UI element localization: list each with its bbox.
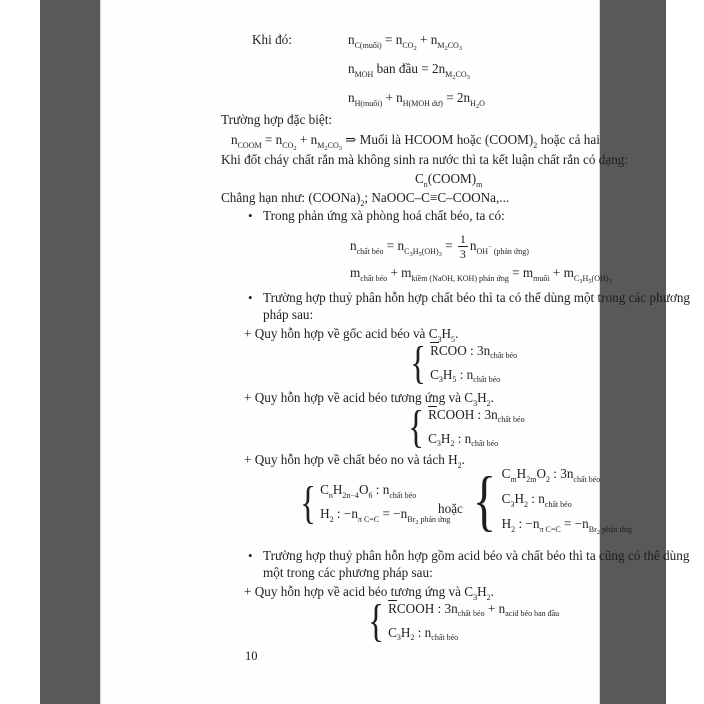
formula-text: = −n xyxy=(560,516,589,531)
formula-text: C xyxy=(388,624,397,640)
formula-text: n xyxy=(231,132,238,147)
subscript-text: m xyxy=(476,179,483,189)
subscript-text: chất béo xyxy=(356,246,384,256)
subscript-text: 2 xyxy=(486,398,491,408)
label-hoac: hoặc xyxy=(438,501,463,516)
formula-text: + m xyxy=(387,265,412,280)
formula-text: H xyxy=(477,390,487,405)
subscript-text: H xyxy=(412,246,419,256)
subscript-text: CO xyxy=(327,140,339,150)
subscript-text: chất béo xyxy=(457,609,485,618)
subscript-text: n xyxy=(423,179,428,189)
subscript-text: MOH xyxy=(354,69,374,79)
system-row xyxy=(320,482,450,499)
formula-text: n xyxy=(348,61,355,76)
bullet-saponification xyxy=(248,207,505,224)
formula-text: . xyxy=(455,326,459,341)
formula-text: = −n xyxy=(379,506,408,521)
brace-left xyxy=(410,341,426,385)
formula-text: C xyxy=(501,491,511,506)
subscript-text: chất béo xyxy=(431,633,459,642)
system-row xyxy=(502,466,632,483)
system-row xyxy=(430,343,517,360)
formula-text: H xyxy=(514,491,524,506)
formula-fat-moles xyxy=(350,233,529,260)
subscript-text: chất béo xyxy=(544,499,572,509)
formula-text: C xyxy=(430,366,439,382)
subscript-text: 2 xyxy=(596,528,601,536)
formula-text: . xyxy=(490,584,494,599)
formula-text: = 2n xyxy=(442,90,471,105)
subscript-text: 2 xyxy=(511,524,516,534)
subscript-text: (phản ứng) xyxy=(491,246,529,256)
formula-text: + Quy hỗn hợp về gốc acid béo và C xyxy=(244,326,438,341)
formula-text: : n xyxy=(454,430,472,446)
formula-text: n xyxy=(348,32,355,47)
system-row xyxy=(388,601,559,618)
subscript-text: 3 xyxy=(473,592,478,602)
right-shadow-bar xyxy=(600,0,666,704)
subscript-text: muối xyxy=(533,273,550,283)
subscript-text: H(MOH dư) xyxy=(402,98,443,108)
subscript-text: 5 xyxy=(451,334,456,344)
formula-text: H xyxy=(440,430,451,446)
formula-text: O xyxy=(536,466,546,481)
fraction-denominator: 3 xyxy=(459,247,466,261)
subscript-text: (OH) xyxy=(591,273,609,283)
bullet-text: Trong phản ứng xà phòng hoá chất béo, ta có: xyxy=(263,208,505,223)
subscript-text: 2 xyxy=(413,44,417,52)
formula-text: H xyxy=(332,482,343,497)
subscript-text: 2 xyxy=(410,633,415,642)
bullet-marker: • xyxy=(248,208,253,223)
subscript-text: 2 xyxy=(360,198,365,208)
subscript-text: 3 xyxy=(438,250,442,258)
formula-text: ⇒ Muối là HCOOM hoặc (COOM) xyxy=(341,132,534,147)
formula-text: = n xyxy=(383,238,405,253)
formula-text: + Quy hỗn hợp về chất béo no và tách H xyxy=(244,452,458,467)
subscript-text: chất béo xyxy=(360,273,388,283)
formula-text: H xyxy=(477,584,487,599)
subscript-text: 3 xyxy=(608,277,612,285)
subscript-text: 2 xyxy=(450,439,455,448)
formula-text: = xyxy=(441,238,456,253)
subscript-text: n xyxy=(328,490,333,500)
subscript-text: H(muối) xyxy=(354,98,383,108)
subscript-text: C xyxy=(573,273,580,283)
formula-text: + n xyxy=(296,132,318,147)
subscript-text: CO xyxy=(282,140,294,150)
subscript-text: 3 xyxy=(409,250,413,258)
document-page xyxy=(100,0,691,704)
fraction xyxy=(458,233,468,260)
subscript-text: 3 xyxy=(473,398,478,408)
formula-text: + n xyxy=(382,90,403,105)
subscript-text: 3 xyxy=(436,439,441,448)
subscript-text: 3 xyxy=(579,277,583,285)
subscript-text: chất béo xyxy=(389,490,417,500)
brace-left xyxy=(368,599,384,643)
system-saturated-right xyxy=(468,466,632,534)
formula-carbon-in-salt xyxy=(348,31,462,51)
system-rows xyxy=(428,407,524,448)
formula-text: + Quy hỗn hợp về acid béo tương ứng và C xyxy=(244,584,474,599)
method-saturated-fat xyxy=(244,451,465,470)
formula-text: C xyxy=(415,171,424,186)
formula-text: hoặc cả hai xyxy=(537,132,600,147)
formula-text: C xyxy=(320,482,329,497)
formula-text: + Quy hỗn hợp về acid béo tương ứng và C xyxy=(244,390,474,405)
formula-text: : n xyxy=(372,482,390,497)
subscript-text: Br xyxy=(588,524,597,534)
subscript-text: Br xyxy=(407,514,416,524)
subscript-text: 2 xyxy=(293,144,297,152)
formula-text: H xyxy=(400,624,411,640)
system-row xyxy=(320,506,450,524)
subscript-text: 3 xyxy=(458,44,463,52)
formula-text: : n xyxy=(527,491,545,506)
system-row xyxy=(502,516,632,534)
formula-text: Chẳng hạn như: (COONa) xyxy=(221,190,361,205)
formula-text: m xyxy=(350,265,361,280)
formula-text: H xyxy=(442,366,453,382)
subscript-text: O xyxy=(479,98,485,108)
subscript-text: 2 xyxy=(324,144,328,152)
system-mixture xyxy=(365,599,559,643)
subscript-text: chất béo xyxy=(573,474,601,484)
formula-text: H xyxy=(516,466,527,481)
formula-text: + n xyxy=(484,600,506,616)
formula-text: . xyxy=(461,452,465,467)
system-rows xyxy=(502,466,632,534)
formula-text: $\overline{R}$ xyxy=(428,406,437,422)
subscript-text: acid béo ban đầu xyxy=(505,609,560,618)
subscript-text: 3 xyxy=(437,334,442,344)
subscript-text: 2 xyxy=(457,460,462,470)
formula-hydrogen-balance xyxy=(348,89,485,109)
subscript-text: H xyxy=(582,273,589,283)
system-rcooh xyxy=(405,405,525,449)
formula-text: : n xyxy=(456,366,474,382)
formula-text: H xyxy=(501,516,512,531)
formula-text: : n xyxy=(414,624,432,640)
formula-text: H xyxy=(320,506,330,521)
formula-text: : 3n xyxy=(549,466,574,481)
formula-text: + n xyxy=(416,32,438,47)
formula-text: . xyxy=(490,390,494,405)
formula-text: − xyxy=(488,244,492,251)
subscript-text: π C=C xyxy=(357,514,380,524)
subscript-text: 2 xyxy=(444,44,448,52)
formula-text: n xyxy=(348,90,355,105)
subscript-text: phản ứng xyxy=(418,514,451,524)
system-row xyxy=(428,407,524,424)
subscript-text: (OH) xyxy=(421,246,439,256)
system-rows xyxy=(430,343,517,384)
formula-text: C xyxy=(428,430,437,446)
subscript-text: 2 xyxy=(486,592,491,602)
formula-text: n xyxy=(469,238,477,253)
subscript-text: 3 xyxy=(466,73,470,81)
formula-text: = m xyxy=(508,265,534,280)
subscript-text: OH xyxy=(476,246,489,256)
formula-text: : −n xyxy=(515,516,540,531)
bullet-marker: • xyxy=(248,290,253,305)
subscript-text: 2 xyxy=(452,73,456,81)
bullet-marker: • xyxy=(248,548,253,563)
formula-text: O xyxy=(358,482,369,497)
formula-text: n xyxy=(350,238,357,253)
para-combustion-rule: Khi đốt cháy chất rắn mà không sinh ra nước thì ta kết luận chất rắn có dạng: xyxy=(221,152,629,167)
subscript-text: 3 xyxy=(338,144,342,152)
system-row xyxy=(388,625,559,642)
system-rows xyxy=(388,601,559,642)
formula-text: = n xyxy=(261,132,283,147)
subscript-text: 3 xyxy=(396,633,401,642)
system-row xyxy=(430,367,517,384)
subscript-text: COOM xyxy=(237,140,262,150)
bullet-fat-hydrolysis xyxy=(248,289,690,323)
subscript-text: chất béo xyxy=(490,351,518,360)
formula-text: ban đầu = 2n xyxy=(373,61,446,76)
subscript-text: chất béo xyxy=(471,439,499,448)
formula-text: : −n xyxy=(333,506,358,521)
subscript-text: 2 xyxy=(415,518,419,526)
para-examples xyxy=(221,189,509,208)
brace-left xyxy=(473,467,497,533)
subscript-text: H xyxy=(470,98,476,108)
subscript-text: CO xyxy=(447,40,459,50)
subscript-text: 2n−4 xyxy=(342,490,359,500)
bullet-mixture-hydrolysis xyxy=(248,547,690,581)
formula-coom-condition xyxy=(231,131,600,151)
brace-left xyxy=(300,481,316,525)
formula-text: COOH : 3n xyxy=(436,406,498,422)
formula-text: C xyxy=(501,466,511,481)
subscript-text: 5 xyxy=(452,375,457,384)
page-number: 10 xyxy=(245,649,258,663)
fraction-numerator: 1 xyxy=(459,232,466,246)
formula-text: $\overline{R}$ xyxy=(430,342,439,358)
system-saturated-left xyxy=(297,481,450,525)
system-rows xyxy=(320,482,450,524)
subscript-text: M xyxy=(445,69,453,79)
system-row xyxy=(502,491,632,508)
subscript-text: 2 xyxy=(545,474,550,484)
subscript-text: 2 xyxy=(533,140,538,150)
subscript-text: π C=C xyxy=(539,524,561,534)
subscript-text: 3 xyxy=(438,375,443,384)
subscript-text: chất béo xyxy=(497,415,525,424)
subscript-text: 2 xyxy=(523,499,528,509)
subscript-text: 2 xyxy=(329,514,334,524)
formula-text: (COOM) xyxy=(427,171,477,186)
system-row xyxy=(428,431,524,448)
formula-text: $\overline{R}$ xyxy=(388,600,397,616)
subscript-text: 2m xyxy=(526,474,537,484)
formula-text: COOH : 3n xyxy=(396,600,458,616)
subscript-text: CO xyxy=(455,69,467,79)
subscript-text: CO xyxy=(402,40,414,50)
label-special-case: Trường hợp đặc biệt: xyxy=(221,112,333,127)
bullet-text: Trường hợp thuỷ phân hỗn hợp chất béo thì ta có thể dùng một trong các phương pháp sau: xyxy=(263,290,691,322)
subscript-text: 3 xyxy=(510,499,515,509)
formula-text: + m xyxy=(549,265,574,280)
subscript-text: m xyxy=(510,474,517,484)
subscript-text: C(muối) xyxy=(354,40,382,50)
formula-text: ; NaOOC–C≡C–COONa,... xyxy=(364,190,510,205)
brace-left xyxy=(408,405,424,449)
formula-text: H xyxy=(441,326,452,341)
bullet-text: Trường hợp thuỷ phân hỗn hợp gồm acid béo và chất béo thì ta cũng có thể dùng một trong các phương pháp sau: xyxy=(263,548,690,580)
subscript-text: C xyxy=(404,246,410,256)
subscript-text: phản ứng xyxy=(600,524,632,534)
subscript-text: chất béo xyxy=(473,375,501,384)
left-shadow-bar xyxy=(40,0,100,704)
formula-text: COO : 3n xyxy=(438,342,491,358)
subscript-text: M xyxy=(437,40,445,50)
formula-cn-coom-m xyxy=(415,170,482,189)
formula-fat-mass xyxy=(350,264,612,284)
subscript-text: 2 xyxy=(475,102,480,110)
subscript-text: 5 xyxy=(588,277,592,285)
subscript-text: 6 xyxy=(368,490,373,500)
subscript-text: 5 xyxy=(418,250,422,258)
formula-moh-initial xyxy=(348,60,470,80)
subscript-text: M xyxy=(317,140,325,150)
label-khi-do: Khi đó: xyxy=(252,32,292,47)
system-rcoo xyxy=(407,341,517,385)
formula-text: = n xyxy=(381,32,403,47)
subscript-text: kiềm (NaOH, KOH) phản ứng xyxy=(411,273,509,283)
